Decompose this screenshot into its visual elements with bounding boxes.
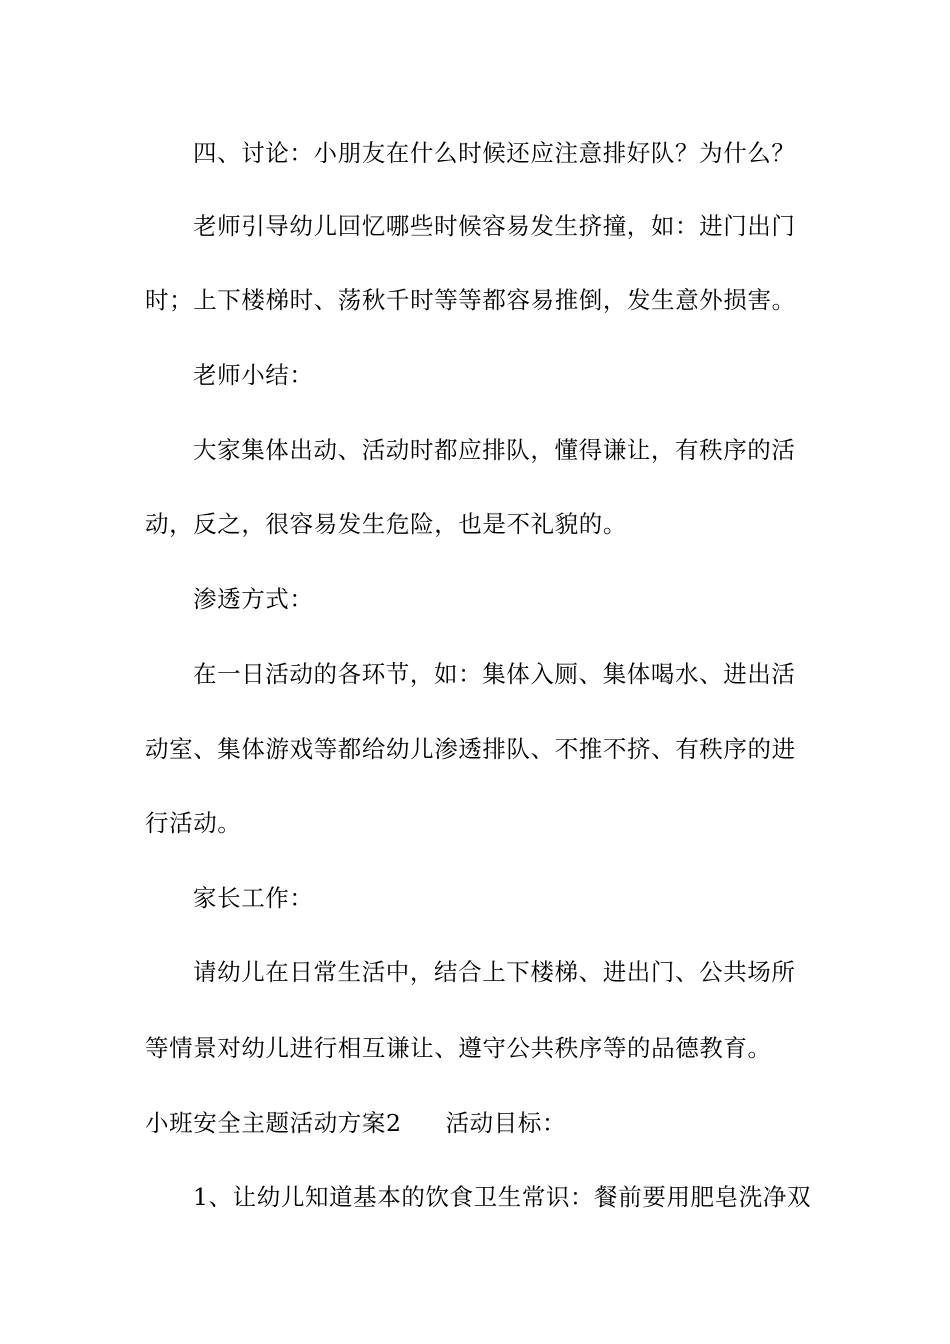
paragraph-line: 行活动。: [145, 809, 242, 837]
paragraph-line: 等情景对幼儿进行相互谦让、遵守公共秩序等的品德教育。: [145, 1034, 772, 1062]
plan-title-line: [145, 1108, 566, 1138]
paragraph-line: 在一日活动的各环节，如：集体入厕、集体喝水、进出活: [193, 660, 796, 688]
paragraph-line: 动，反之，很容易发生危险，也是不礼貌的。: [145, 510, 627, 538]
paragraph-line: 四、讨论：小朋友在什么时候还应注意排好队？为什么？: [193, 139, 796, 167]
paragraph-line: 时；上下楼梯时、荡秋千时等等都容易推倒，发生意外损害。: [145, 286, 796, 314]
paragraph-line: 1、让幼儿知道基本的饮食卫生常识：餐前要用肥皂洗净双: [193, 1183, 812, 1211]
plan-title: 小班安全主题活动方案2: [145, 1109, 402, 1137]
activity-goal-heading: 活动目标：: [445, 1109, 567, 1137]
section-heading: 家长工作：: [193, 884, 314, 912]
section-heading: 老师小结：: [193, 361, 314, 389]
paragraph-line: 请幼儿在日常生活中，结合上下楼梯、进出门、公共场所: [193, 958, 796, 986]
paragraph-line: 动室、集体游戏等都给幼儿渗透排队、不推不挤、有秩序的进: [145, 735, 796, 763]
section-heading: 渗透方式：: [193, 585, 314, 613]
paragraph-line: 老师引导幼儿回忆哪些时候容易发生挤撞，如：进门出门: [193, 212, 796, 240]
paragraph-line: 大家集体出动、活动时都应排队，懂得谦让，有秩序的活: [193, 436, 796, 464]
